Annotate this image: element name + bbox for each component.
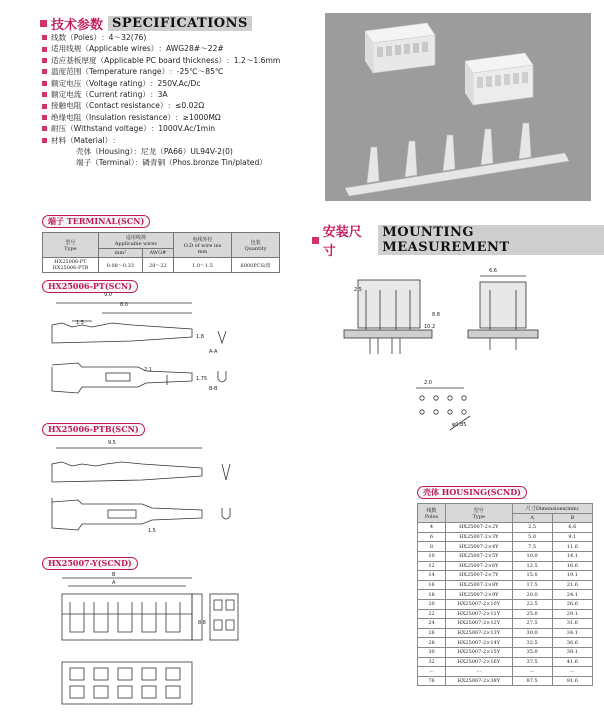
cell-b: 91.6 bbox=[552, 676, 592, 686]
cell-b: 16.6 bbox=[552, 561, 592, 571]
cell-a: ... bbox=[512, 667, 552, 677]
mount-dim-8-8: 8.8 bbox=[432, 312, 440, 318]
cell-a: 27.5 bbox=[512, 619, 552, 629]
housing-table bbox=[417, 503, 593, 686]
y-drawing-tag: HX25007-Y(SCND) bbox=[42, 557, 138, 570]
housing-connector-image-2 bbox=[465, 53, 533, 105]
terminal-reel-image bbox=[345, 123, 569, 196]
spec-value: ：≤0.02Ω bbox=[167, 101, 205, 111]
pt-drawing-tag: HX25006-PT(SCN) bbox=[42, 280, 138, 293]
cell-poles: 12 bbox=[418, 561, 446, 571]
cell-b: 34.1 bbox=[552, 628, 592, 638]
spec-value: ：1.2～1.6mm bbox=[226, 55, 281, 65]
specifications-title-en: SPECIFICATIONS bbox=[108, 16, 252, 31]
cell-od: 1.0～1.5 bbox=[173, 258, 231, 273]
spec-value: ：4～32(76) bbox=[101, 33, 147, 42]
pt-dim-2-1: 2.1 bbox=[144, 367, 152, 373]
connector-illustration bbox=[325, 13, 591, 201]
cell-poles: 18 bbox=[418, 590, 446, 600]
table-row bbox=[418, 599, 593, 609]
y-housing-drawing bbox=[42, 572, 282, 707]
ptb-terminal-drawing bbox=[42, 438, 242, 543]
terminal-section-tag: 端子 TERMINAL(SCN) bbox=[42, 215, 150, 228]
table-row bbox=[418, 542, 593, 552]
table-row bbox=[418, 609, 593, 619]
cell-type: HX25007-2×5Y bbox=[446, 551, 513, 561]
specifications-title-cn: 技术参数 bbox=[51, 17, 104, 33]
spec-label: 温度范围（Temperature range） bbox=[51, 67, 170, 77]
cell-b: ... bbox=[552, 667, 592, 677]
cell-a: 7.5 bbox=[512, 542, 552, 552]
spec-label: 额定电流（Current rating） bbox=[51, 90, 150, 100]
spec-label: 线数（Poles） bbox=[51, 33, 102, 42]
col-mm2: mm² bbox=[98, 249, 142, 258]
cell-b: 26.6 bbox=[552, 599, 592, 609]
cell-type: HX25007-2×7Y bbox=[446, 571, 513, 581]
spec-value: ：1000V.Ac/1min bbox=[150, 124, 216, 134]
mounting-title-cn: 安装尺寸 bbox=[322, 225, 362, 259]
housing-section-tag: 壳体 HOUSING(SCND) bbox=[417, 486, 527, 499]
bullet-icon bbox=[42, 69, 47, 74]
spec-item bbox=[42, 112, 280, 123]
bullet-icon bbox=[42, 126, 47, 131]
terminal-table bbox=[42, 232, 280, 273]
col-type: 型号 Type bbox=[446, 504, 513, 523]
mount-dim-6-6: 6.6 bbox=[489, 268, 497, 274]
spec-label: 耐压（Withstand voltage） bbox=[51, 124, 151, 134]
cell-a: 87.5 bbox=[512, 676, 552, 686]
cell-a: 20.0 bbox=[512, 590, 552, 600]
cell-b: 9.1 bbox=[552, 532, 592, 542]
table-row bbox=[418, 647, 593, 657]
ptb-dim-9-5: 9.5 bbox=[108, 440, 116, 446]
cell-type: HX25007-2×2Y bbox=[446, 523, 513, 533]
cell-poles: 14 bbox=[418, 571, 446, 581]
ptb-drawing-tag: HX25006-PTB(SCN) bbox=[42, 423, 145, 436]
col-awg: AWG# bbox=[142, 249, 173, 258]
table-row bbox=[418, 638, 593, 648]
product-photo bbox=[325, 13, 591, 201]
mount-dim-10-2: 10.2 bbox=[424, 324, 436, 330]
ptb-dim-1-5: 1.5 bbox=[148, 528, 156, 534]
cell-type: HX25007-2×14Y bbox=[446, 638, 513, 648]
cell-a: 12.5 bbox=[512, 561, 552, 571]
mount-dim-hole: φ0.85 bbox=[452, 422, 467, 428]
bullet-icon bbox=[42, 35, 47, 40]
cell-a: 17.5 bbox=[512, 580, 552, 590]
spec-material-terminal: 端子（Terminal）：磷青铜（Phos.bronze Tin/plated） bbox=[76, 158, 267, 168]
col-poles: 线数 Poles bbox=[418, 504, 446, 523]
spec-label: 额定电压（Voltage rating） bbox=[51, 78, 150, 88]
cell-type: HX25007-2×11Y bbox=[446, 609, 513, 619]
cell-poles: 6 bbox=[418, 532, 446, 542]
cell-b: 39.1 bbox=[552, 647, 592, 657]
pt-dim-1-75: 1.75 bbox=[196, 376, 208, 382]
col-applicable-wires: 适用线规 Applicable wires bbox=[98, 233, 173, 249]
bullet-icon bbox=[42, 138, 47, 143]
heading-bullet-icon bbox=[312, 237, 319, 244]
spec-item bbox=[42, 78, 280, 89]
pt-dim-1-5: 1.5 bbox=[76, 320, 84, 326]
table-row bbox=[418, 532, 593, 542]
bullet-icon bbox=[42, 58, 47, 63]
table-row bbox=[418, 657, 593, 667]
cell-type: HX25007-2×12Y bbox=[446, 619, 513, 629]
pt-dim-9: 9.0 bbox=[104, 292, 112, 298]
table-row bbox=[418, 628, 593, 638]
cell-a: 22.5 bbox=[512, 599, 552, 609]
col-b: B bbox=[552, 513, 592, 523]
cell-b: 41.6 bbox=[552, 657, 592, 667]
cell-poles: 24 bbox=[418, 619, 446, 629]
col-dimensions: 尺寸Dimensions(mm) bbox=[512, 504, 593, 514]
cell-b: 24.1 bbox=[552, 590, 592, 600]
cell-poles: 4 bbox=[418, 523, 446, 533]
cell-mm2: 0.08～0.33 bbox=[98, 258, 142, 273]
cell-type: HX25007-2×6Y bbox=[446, 561, 513, 571]
cell-a: 5.0 bbox=[512, 532, 552, 542]
cell-type: ... bbox=[446, 667, 513, 677]
cell-poles: 8 bbox=[418, 542, 446, 552]
cell-poles: 10 bbox=[418, 551, 446, 561]
table-row bbox=[418, 667, 593, 677]
spec-label: 适应基板厚度（Applicable PC board thickness） bbox=[51, 55, 227, 65]
spec-label: 接触电阻（Contact resistance） bbox=[51, 101, 168, 111]
cell-type: HX25007-2×38Y bbox=[446, 676, 513, 686]
cell-b: 29.1 bbox=[552, 609, 592, 619]
cell-type: HX25007-2×3Y bbox=[446, 532, 513, 542]
cell-b: 19.1 bbox=[552, 571, 592, 581]
cell-poles: 28 bbox=[418, 638, 446, 648]
spec-item bbox=[42, 32, 280, 43]
spec-material-housing: 壳体（Housing）：尼龙（PA66）UL94V-2(0) bbox=[76, 147, 233, 157]
spec-item bbox=[42, 100, 280, 111]
y-dim-8-8: 8.8 bbox=[198, 620, 206, 626]
cell-poles: 26 bbox=[418, 628, 446, 638]
spec-label: 适用线规（Applicable wires） bbox=[51, 44, 159, 54]
cell-a: 15.0 bbox=[512, 571, 552, 581]
cell-a: 25.0 bbox=[512, 609, 552, 619]
cell-type: HX25007-2×9Y bbox=[446, 590, 513, 600]
spec-label: 绝缘电阻（Insulation resistance） bbox=[51, 112, 176, 122]
table-row bbox=[43, 258, 280, 273]
y-dim-b: B bbox=[112, 572, 116, 578]
cell-b: 31.6 bbox=[552, 619, 592, 629]
spec-item bbox=[42, 55, 280, 66]
cell-b: 14.1 bbox=[552, 551, 592, 561]
spec-item bbox=[42, 89, 280, 100]
spec-value: ：250V.Ac/Dc bbox=[149, 78, 201, 88]
mount-dim-2-5: 2.5 bbox=[354, 287, 362, 293]
bullet-icon bbox=[42, 47, 47, 52]
bullet-icon bbox=[42, 104, 47, 109]
table-row bbox=[418, 580, 593, 590]
specifications-list bbox=[42, 32, 280, 169]
cell-b: 6.6 bbox=[552, 523, 592, 533]
cell-poles: 76 bbox=[418, 676, 446, 686]
mounting-title-en: MOUNTING MEASUREMENT bbox=[378, 225, 604, 255]
pt-dim-6: 6.0 bbox=[120, 302, 128, 308]
bullet-icon bbox=[42, 92, 47, 97]
mount-dim-2-0: 2.0 bbox=[424, 380, 432, 386]
table-row bbox=[418, 571, 593, 581]
cell-type: HX25007-2×4Y bbox=[446, 542, 513, 552]
cell-type: HX25007-2×10Y bbox=[446, 599, 513, 609]
cell-a: 10.0 bbox=[512, 551, 552, 561]
spec-item bbox=[42, 123, 280, 134]
cell-model: HX25006-PT HX25006-PTB bbox=[43, 258, 99, 273]
spec-value: ： bbox=[112, 135, 120, 145]
mounting-heading bbox=[312, 225, 604, 259]
cell-type: HX25007-2×8Y bbox=[446, 580, 513, 590]
cell-a: 37.5 bbox=[512, 657, 552, 667]
pt-dim-1-8: 1.8 bbox=[196, 334, 204, 340]
bullet-icon bbox=[42, 81, 47, 86]
cell-a: 30.0 bbox=[512, 628, 552, 638]
y-dim-a: A bbox=[112, 580, 116, 586]
col-a: A bbox=[512, 513, 552, 523]
spec-label: 材料（Material） bbox=[51, 135, 113, 145]
cell-b: 21.6 bbox=[552, 580, 592, 590]
cell-type: HX25007-2×16Y bbox=[446, 657, 513, 667]
spec-item bbox=[42, 135, 280, 146]
spec-value: ：≥1000MΩ bbox=[175, 112, 221, 122]
cell-a: 32.5 bbox=[512, 638, 552, 648]
cell-poles: 32 bbox=[418, 657, 446, 667]
spec-value: ：AWG28#～22# bbox=[158, 44, 224, 54]
cell-a: 2.5 bbox=[512, 523, 552, 533]
pt-section-aa: A-A bbox=[209, 349, 218, 355]
cell-poles: ... bbox=[418, 667, 446, 677]
table-row bbox=[418, 551, 593, 561]
table-row bbox=[418, 561, 593, 571]
cell-b: 36.6 bbox=[552, 638, 592, 648]
cell-a: 35.0 bbox=[512, 647, 552, 657]
spec-value: ：3A bbox=[150, 90, 168, 100]
spec-value: ：-25℃～85℃ bbox=[169, 67, 224, 77]
cell-poles: 22 bbox=[418, 609, 446, 619]
bullet-icon bbox=[42, 115, 47, 120]
cell-type: HX25007-2×15Y bbox=[446, 647, 513, 657]
spec-item bbox=[42, 66, 280, 77]
cell-poles: 30 bbox=[418, 647, 446, 657]
col-model: 型号 Type bbox=[43, 233, 99, 258]
specifications-heading bbox=[40, 13, 252, 33]
housing-connector-image bbox=[365, 23, 435, 73]
col-quantity: 包装 Quantity bbox=[232, 233, 280, 258]
cell-b: 11.6 bbox=[552, 542, 592, 552]
cell-poles: 16 bbox=[418, 580, 446, 590]
table-row bbox=[418, 619, 593, 629]
table-row bbox=[418, 590, 593, 600]
pt-section-bb: B-B bbox=[209, 386, 218, 392]
cell-type: HX25007-2×13Y bbox=[446, 628, 513, 638]
heading-bullet-icon bbox=[40, 20, 47, 27]
cell-poles: 20 bbox=[418, 599, 446, 609]
table-row bbox=[418, 676, 593, 686]
cell-quantity: 6000PCS/盘 bbox=[232, 258, 280, 273]
col-od: 电线外径 O.D of wire ins mm bbox=[173, 233, 231, 258]
cell-awg: 28～22 bbox=[142, 258, 173, 273]
table-row bbox=[418, 523, 593, 533]
spec-item bbox=[42, 43, 280, 54]
mounting-drawing bbox=[340, 270, 580, 445]
